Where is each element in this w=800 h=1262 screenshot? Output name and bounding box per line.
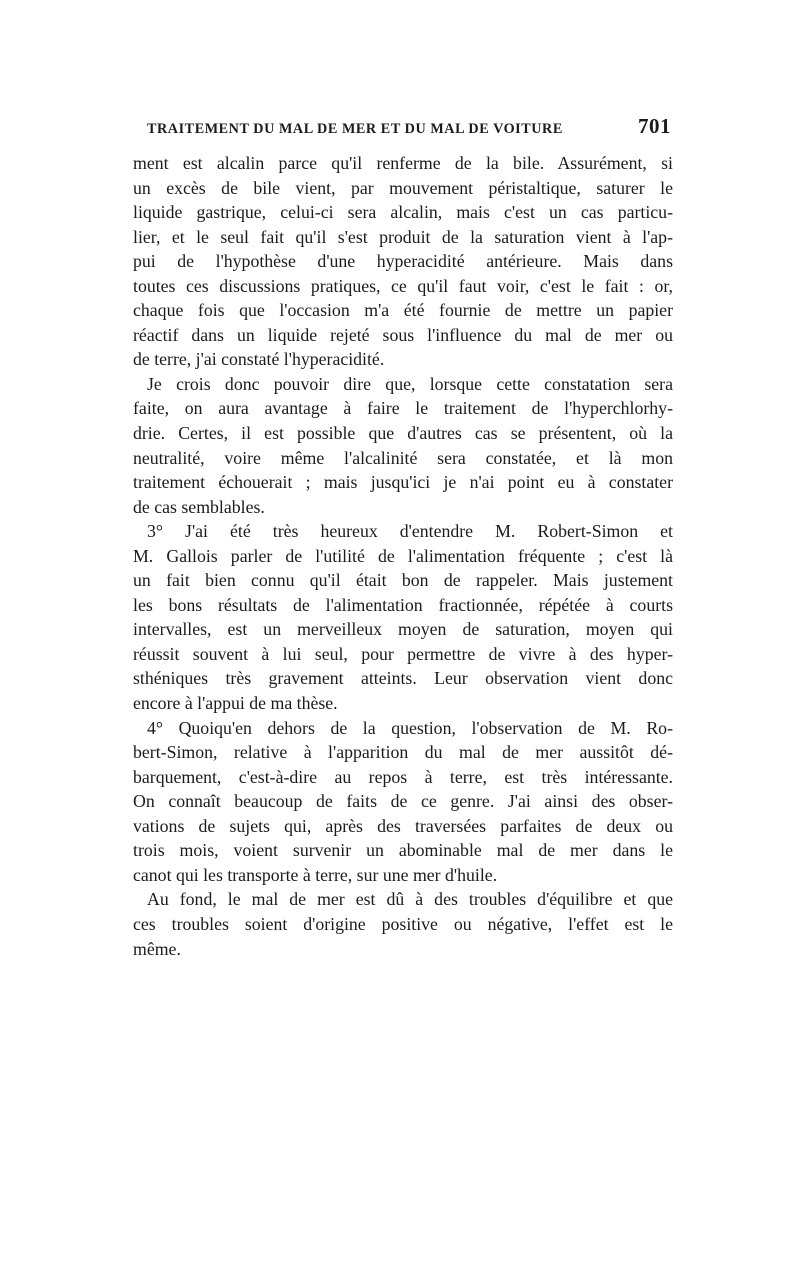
text-line: liquide gastrique, celui-ci sera alcalin, mais c'est un cas particu- [133,202,673,223]
text-line: lier, et le seul fait qu'il s'est produit de la saturation vient à l'ap- [133,226,673,247]
text-line: sthéniques très gravement atteints. Leur observation vient donc [133,668,673,689]
text-line: de cas semblables. [133,496,265,517]
running-head [133,114,671,144]
text-line: bert-Simon, relative à l'apparition du mal de mer aussitôt dé- [133,742,673,763]
paragraph [133,887,673,961]
text-line: 3° J'ai été très heureux d'entendre M. Robert-Simon et [147,521,673,542]
text-line: drie. Certes, il est possible que d'autres cas se présentent, où la [133,423,673,444]
paragraph [133,151,673,372]
page-number: 701 [638,114,671,138]
body-text [133,151,673,961]
text-line: même. [133,938,181,959]
text-line: un excès de bile vient, par mouvement péristaltique, saturer le [133,177,673,198]
text-line: ment est alcalin parce qu'il renferme de la bile. Assurément, si [133,153,673,173]
text-line: un fait bien connu qu'il était bon de rappeler. Mais justement [133,570,673,591]
text-line: Au fond, le mal de mer est dû à des troubles d'équilibre et que [147,889,673,910]
text-line: toutes ces discussions pratiques, ce qu'il faut voir, c'est le fait : or, [133,275,673,296]
paragraph [133,372,673,519]
paragraph [133,519,673,715]
text-line: pui de l'hypothèse d'une hyperacidité antérieure. Mais dans [133,251,673,272]
text-line: réactif dans un liquide rejeté sous l'influence du mal de mer ou [133,324,673,345]
text-line: ces troubles soient d'origine positive ou négative, l'effet est le [133,913,673,934]
text-line: traitement échouerait ; mais jusqu'ici je n'ai point eu à constater [133,472,673,493]
text-line: réussit souvent à lui seul, pour permettre de vivre à des hyper- [133,643,673,664]
text-line: M. Gallois parler de l'utilité de l'alimentation fréquente ; c'est là [133,545,673,566]
paragraph [133,716,673,888]
running-title: TRAITEMENT DU MAL DE MER ET DU MAL DE VOITURE [147,121,563,137]
text-line: Je crois donc pouvoir dire que, lorsque cette constatation sera [147,373,673,394]
text-line: encore à l'appui de ma thèse. [133,693,338,714]
text-line: trois mois, voient survenir un abominable mal de mer dans le [133,840,673,861]
text-line: intervalles, est un merveilleux moyen de saturation, moyen qui [133,619,673,640]
text-line: canot qui les transporte à terre, sur une mer d'huile. [133,864,498,885]
text-line: neutralité, voire même l'alcalinité sera constatée, et là mon [133,447,673,468]
text-line: chaque fois que l'occasion m'a été fournie de mettre un papier [133,300,673,321]
text-line: faite, on aura avantage à faire le traitement de l'hyperchlorhy- [133,398,673,419]
text-line: vations de sujets qui, après des traversées parfaites de deux ou [133,815,673,836]
text-line: barquement, c'est-à-dire au repos à terre, est très intéressante. [133,766,673,787]
text-line: On connaît beaucoup de faits de ce genre. J'ai ainsi des obser- [133,791,673,812]
text-line: 4° Quoiqu'en dehors de la question, l'observation de M. Ro- [147,717,673,738]
text-line: les bons résultats de l'alimentation fractionnée, répétée à courts [133,594,673,615]
text-line: de terre, j'ai constaté l'hyperacidité. [133,349,385,370]
